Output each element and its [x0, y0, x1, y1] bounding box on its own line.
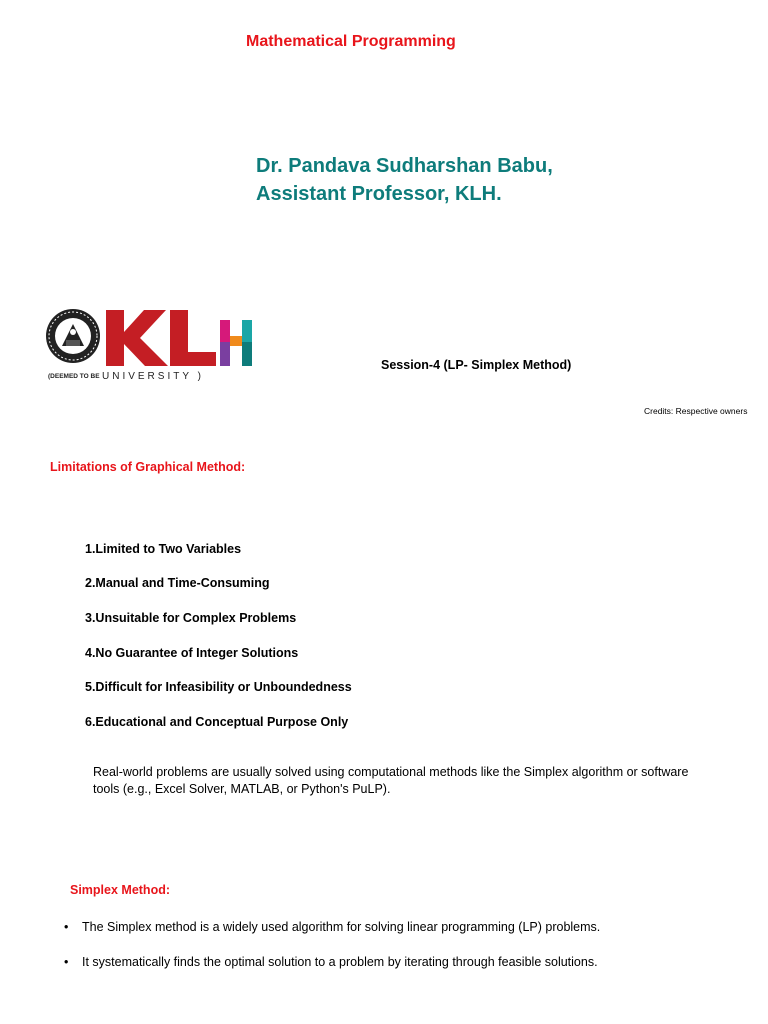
- bullet-icon: •: [64, 920, 69, 934]
- credits-text: Credits: Respective owners: [644, 406, 748, 416]
- klh-wordmark: [106, 310, 252, 366]
- real-world-note: Real-world problems are usually solved using computational methods like the Simplex algorithm or software tools (e.g., Excel Solver, MATLAB, or Python's PuLP).: [93, 765, 689, 796]
- limitation-item: 2.Manual and Time-Consuming: [85, 576, 270, 590]
- logo-tagline-right: UNIVERSITY ): [102, 371, 204, 382]
- author-name: Dr. Pandava Sudharshan Babu,: [256, 155, 553, 177]
- university-seal-icon: [46, 309, 100, 363]
- limitation-item: 4.No Guarantee of Integer Solutions: [85, 646, 299, 660]
- session-label: Session-4 (LP- Simplex Method): [381, 358, 572, 372]
- limitation-item: 6.Educational and Conceptual Purpose Only: [85, 715, 349, 729]
- simplex-bullet-text: It systematically finds the optimal solution to a problem by iterating through feasible solutions.: [82, 955, 598, 969]
- limitations-heading: Limitations of Graphical Method:: [50, 460, 246, 474]
- logo-tagline-left: (DEEMED TO BE: [48, 373, 100, 380]
- simplex-bullet: [64, 955, 598, 969]
- author-block: [256, 152, 553, 208]
- simplex-bullet-text: The Simplex method is a widely used algorithm for solving linear programming (LP) problems.: [82, 920, 601, 934]
- simplex-bullet: [64, 920, 600, 934]
- limitation-item: 3.Unsuitable for Complex Problems: [85, 611, 297, 625]
- limitation-item: 1.Limited to Two Variables: [85, 542, 242, 556]
- klh-university-logo: [44, 302, 254, 384]
- author-role: Assistant Professor, KLH.: [256, 183, 502, 205]
- simplex-heading: Simplex Method:: [70, 883, 171, 897]
- course-title: Mathematical Programming: [246, 33, 456, 50]
- bullet-icon: •: [64, 955, 69, 969]
- limitation-item: 5.Difficult for Infeasibility or Unboundedness: [85, 680, 352, 694]
